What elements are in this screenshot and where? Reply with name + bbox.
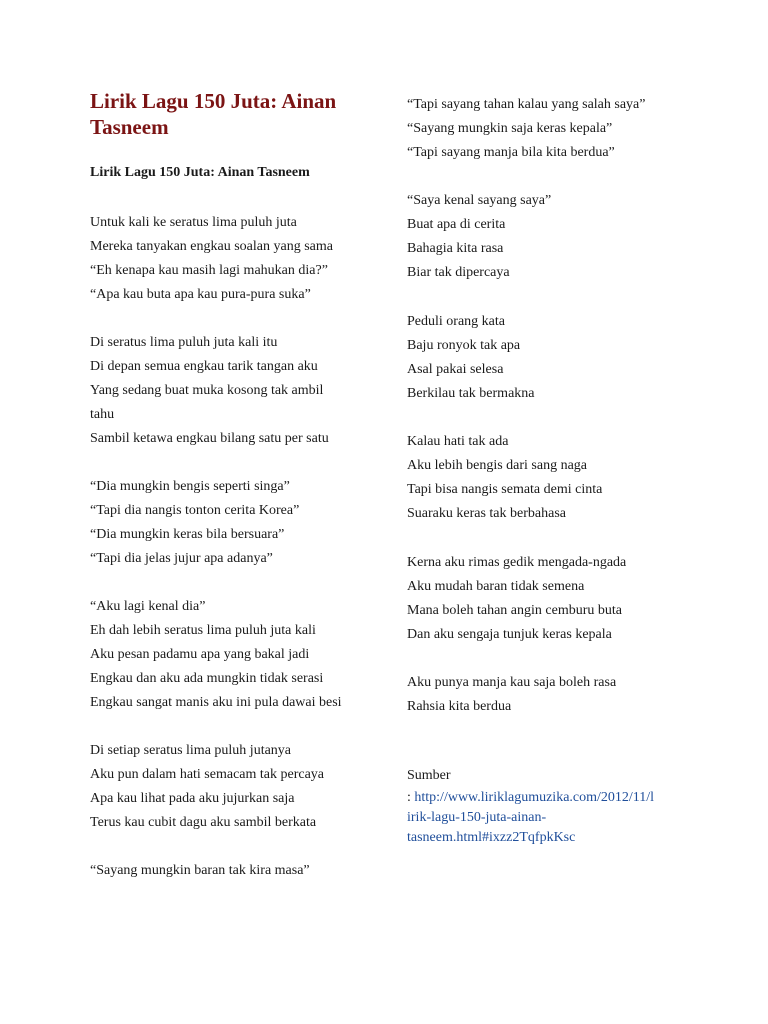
lyric-line: Suaraku keras tak berbahasa [407,506,566,521]
lyric-line: Aku lebih bengis dari sang naga [407,458,588,473]
lyric-line: Di seratus lima puluh juta kali itu [90,335,278,350]
lyric-line: “Tapi dia nangis tonton cerita Korea” [90,503,300,518]
lyric-line: “Dia mungkin keras bila bersuara” [90,527,285,542]
lyric-line: Aku punya manja kau saja boleh rasa [407,675,617,690]
lyric-line: Mereka tanyakan engkau soalan yang sama [90,239,333,254]
source-label: Sumber [407,768,451,783]
source-link-part-2[interactable]: irik-lagu-150-juta-ainan- [407,810,547,825]
lyric-line: Di setiap seratus lima puluh jutanya [90,743,292,758]
lyric-line: Kalau hati tak ada [407,434,509,449]
lyric-line: Baju ronyok tak apa [407,338,521,353]
page-title: Lirik Lagu 150 Juta: Ainan Tasneem [90,89,337,139]
lyric-line: “Tapi sayang tahan kalau yang salah saya” [407,97,646,112]
lyric-line: Rahsia kita berdua [407,699,512,714]
source-prefix: : [407,790,415,805]
lyric-line: Aku pun dalam hati semacam tak percaya [90,767,325,782]
lyrics-heading: Lirik Lagu 150 Juta: Ainan Tasneem [90,165,310,180]
lyric-line: “Tapi dia jelas jujur apa adanya” [90,551,273,566]
lyric-line: “Dia mungkin bengis seperti singa” [90,479,290,494]
lyric-line: Mana boleh tahan angin cemburu buta [407,603,622,618]
lyric-line: Dan aku sengaja tunjuk keras kepala [407,627,612,642]
lyric-line: Tapi bisa nangis semata demi cinta [407,482,603,497]
lyric-line: Apa kau lihat pada aku jujurkan saja [90,791,295,806]
lyric-line: Engkau sangat manis aku ini pula dawai besi [90,695,342,710]
lyric-line: Aku mudah baran tidak semena [407,579,585,594]
lyric-line: Biar tak dipercaya [407,265,510,280]
lyric-line: Buat apa di cerita [407,217,506,232]
lyric-line: Engkau dan aku ada mungkin tidak serasi [90,671,324,686]
source-link-part-3[interactable]: tasneem.html#ixzz2TqfpkKsc [407,830,576,845]
lyric-line: Yang sedang buat muka kosong tak ambil [90,383,324,398]
lyric-line: “Tapi sayang manja bila kita berdua” [407,145,615,160]
lyric-line: Di depan semua engkau tarik tangan aku [90,359,318,374]
lyric-line: Aku pesan padamu apa yang bakal jadi [90,647,310,662]
lyric-line: “Apa kau buta apa kau pura-pura suka” [90,287,311,302]
lyric-line: Kerna aku rimas gedik mengada-ngada [407,555,627,570]
lyric-line: Untuk kali ke seratus lima puluh juta [90,215,297,230]
lyric-line: “Saya kenal sayang saya” [407,193,552,208]
source-link-part-1[interactable]: http://www.liriklagumuzika.com/2012/11/l [414,790,655,805]
lyric-line: “Eh kenapa kau masih lagi mahukan dia?” [90,263,328,278]
lyric-line: Peduli orang kata [407,314,505,329]
lyric-line: Terus kau cubit dagu aku sambil berkata [90,815,317,830]
lyric-line: Berkilau tak bermakna [407,386,535,401]
lyric-line: Eh dah lebih seratus lima puluh juta kali [90,623,316,638]
lyric-line: Bahagia kita rasa [407,241,504,256]
lyric-line: “Aku lagi kenal dia” [90,599,206,614]
lyric-line: “Sayang mungkin baran tak kira masa” [90,863,310,878]
lyric-line: “Sayang mungkin saja keras kepala” [407,121,613,136]
lyric-line: Asal pakai selesa [407,362,504,377]
lyric-line: tahu [90,407,115,422]
lyric-line: Sambil ketawa engkau bilang satu per satu [90,431,329,446]
